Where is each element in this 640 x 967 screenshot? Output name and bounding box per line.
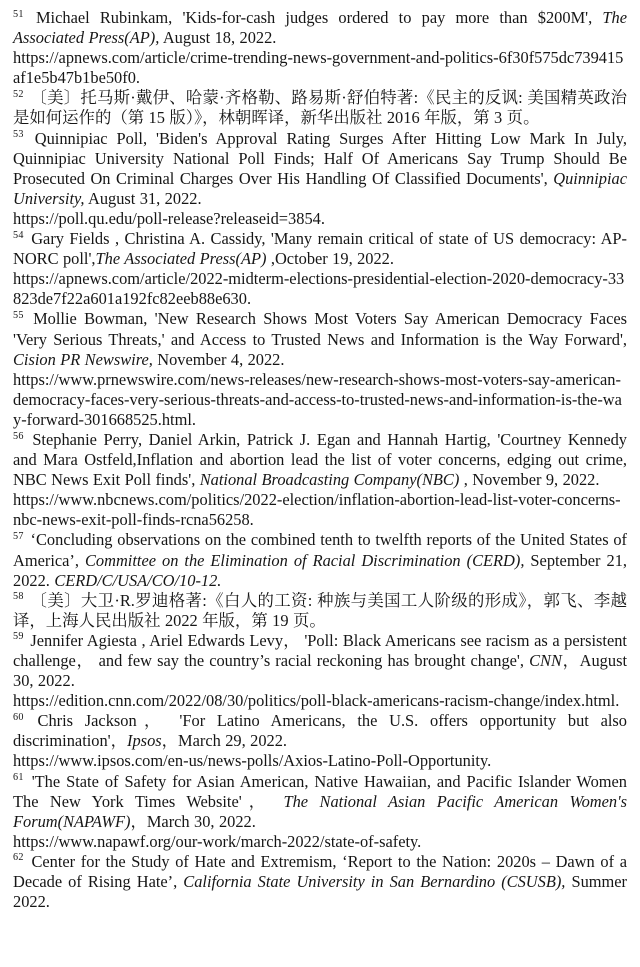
footnote-text: August 31, 2022. xyxy=(84,188,202,208)
footnote-52 xyxy=(13,88,627,128)
footnote-55 xyxy=(13,309,627,430)
footnote-number: 58 xyxy=(13,591,24,603)
footnote-60 xyxy=(13,711,627,771)
footnote-58 xyxy=(13,591,627,631)
footnote-text: ，March 29, 2022. xyxy=(161,731,288,751)
footnote-text: ，March 30, 2022. xyxy=(130,811,256,831)
footnote-56 xyxy=(13,430,627,530)
footnote-number: 53 xyxy=(13,129,24,141)
footnote-text: , November 9, 2022. xyxy=(459,470,600,490)
footnote-text: ‘Concluding observations on the combined tenth to twelfth reports of the United States of America’, xyxy=(13,530,627,570)
footnote-url: https://edition.cnn.com/2022/08/30/politics/poll-black-americans-racism-change/index.html. xyxy=(13,691,620,711)
footnote-59 xyxy=(13,631,627,711)
footnote-text: 'The State of Safety for Asian American, Native Hawaiian, and Pacific Islander Women The New York Times Website'， xyxy=(13,771,627,811)
footnote-text: Center for the Study of Hate and Extremism, ‘Report to the Nation: 2020s – Dawn of a Decade of Rising Hate’, xyxy=(13,851,627,892)
footnote-number: 52 xyxy=(13,88,24,100)
footnote-62 xyxy=(13,852,627,912)
footnote-number: 57 xyxy=(13,530,24,542)
footnote-text: CERD/C/USA/CO/10-12. xyxy=(54,570,222,590)
footnote-53 xyxy=(13,129,627,229)
footnote-number: 60 xyxy=(13,711,24,723)
footnote-text: CNN xyxy=(529,651,562,670)
footnote-text: Cision PR Newswire, xyxy=(13,349,153,369)
footnote-text: Stephanie Perry, Daniel Arkin, Patrick J. Egan and Hannah Hartig, 'Courtney Kennedy and Mara Ostfeld,Inflation and abortion lead the list of voter concerns, edging out crime, NBC News Exit Poll finds', xyxy=(13,429,627,490)
footnote-number: 54 xyxy=(13,229,24,241)
footnote-text: The Associated Press(AP), xyxy=(13,8,627,48)
footnote-text: California State University in San Bernardino (CSUSB), xyxy=(183,872,566,892)
footnote-text: Summer 2022. xyxy=(13,872,627,912)
footnotes-list xyxy=(13,8,627,912)
footnote-number: 51 xyxy=(13,8,24,20)
footnote-text: September 21, 2022. xyxy=(13,550,628,590)
footnote-url: https://apnews.com/article/crime-trending-news-government-and-politics-6f30f575dc739415af1e5b47b1be50f0. xyxy=(13,48,624,88)
footnote-61 xyxy=(13,772,627,852)
footnote-text: Committee on the Elimination of Racial Discrimination (CERD), xyxy=(84,550,525,570)
footnote-text: Jennifer Agiesta , Ariel Edwards Levy， 'Poll: Black Americans see racism as a persistent challenge， and few say the country’s racial reckoning has brought change', xyxy=(13,630,627,670)
footnote-text: The National Asian Pacific American Women's Forum(NAPAWF) xyxy=(13,791,627,831)
footnote-text: Chris Jackson， 'For Latino Americans, the U.S. offers opportunity but also discrimination'， xyxy=(13,711,627,751)
footnote-text: Quinnipiac Poll, 'Biden's Approval Rating Surges After Hitting Low Mark In July, Quinnipiac University National Poll Finds; Half Of Americans Say Trump Should Be Prosecuted On Criminal Charges Over His Handling Of Classified Documents', xyxy=(13,128,627,188)
footnote-text: ，August 30, 2022. xyxy=(13,651,628,691)
footnote-text: 〔美〕托马斯·戴伊、哈蒙·齐格勒、路易斯·舒伯特著:《民主的反讽: 美国精英政治是如何运作的（第 15 版）》，林朝晖译，新华出版社 2016 年版，第 3 页。 xyxy=(13,88,627,128)
footnote-text: Ipsos xyxy=(127,731,162,751)
footnote-54 xyxy=(13,229,627,309)
footnote-text: Gary Fields , Christina A. Cassidy, 'Many remain critical of state of US democracy: AP-NORC poll', xyxy=(13,229,627,269)
footnote-number: 55 xyxy=(13,309,24,321)
footnote-text: Michael Rubinkam, 'Kids-for-cash judges ordered to pay more than $200M', xyxy=(25,8,603,27)
footnote-url: https://www.napawf.org/our-work/march-2022/state-of-safety. xyxy=(13,831,422,851)
footnote-text: ,October 19, 2022. xyxy=(266,249,394,269)
footnote-text: August 18, 2022. xyxy=(159,28,277,48)
footnote-text: The Associated Press(AP) xyxy=(95,249,267,269)
footnote-text: Quinnipiac University, xyxy=(13,168,627,208)
footnote-url: https://www.prnewswire.com/news-releases/new-research-shows-most-voters-say-american-democracy-faces-very-serious-threats-and-access-to-trusted-news-and-information-is-the-way-forward-301668525.html. xyxy=(13,369,622,429)
footnote-text: National Broadcasting Company(NBC) xyxy=(199,470,460,490)
footnote-number: 61 xyxy=(13,772,24,784)
footnote-text: 〔美〕大卫·R.罗迪格著:《白人的工资: 种族与美国工人阶级的形成》，郭飞、李越译，上海人民出版社 2022 年版，第 19 页。 xyxy=(13,590,627,630)
footnote-text: November 4, 2022. xyxy=(152,349,285,369)
footnote-url: https://www.ipsos.com/en-us/news-polls/Axios-Latino-Poll-Opportunity. xyxy=(13,751,492,771)
footnote-number: 62 xyxy=(13,852,24,864)
footnote-url: https://www.nbcnews.com/politics/2022-election/inflation-abortion-lead-list-voter-concerns-nbc-news-exit-poll-finds-rcna56258. xyxy=(13,490,621,530)
footnote-number: 59 xyxy=(13,631,24,643)
footnote-51 xyxy=(13,8,627,88)
footnote-57 xyxy=(13,530,627,590)
footnote-text: Mollie Bowman, 'New Research Shows Most Voters Say American Democracy Faces 'Very Serious Threats,' and Access to Trusted News and Information is the Way Forward', xyxy=(13,309,627,349)
footnote-url: https://poll.qu.edu/poll-release?releaseid=3854. xyxy=(13,208,325,228)
footnote-number: 56 xyxy=(13,430,24,442)
footnote-url: https://apnews.com/article/2022-midterm-elections-presidential-election-2020-democracy-33823de7f22a601a192fc82eeb88e630. xyxy=(13,269,625,309)
